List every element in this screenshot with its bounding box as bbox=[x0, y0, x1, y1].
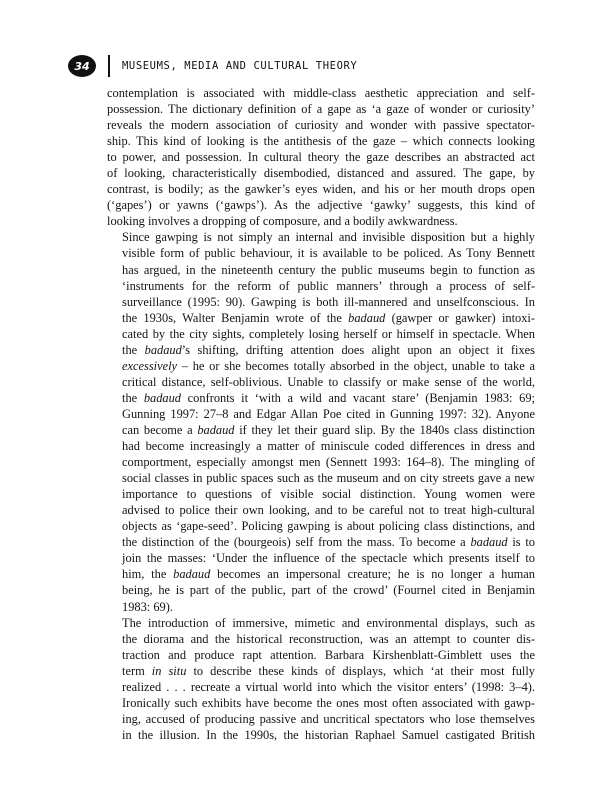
text-run: traction and produce rapt attention. Barbara Kirshenblatt-Gimblett uses the bbox=[122, 647, 535, 662]
text-line bbox=[107, 647, 535, 663]
text-line bbox=[107, 631, 535, 647]
text-line bbox=[107, 438, 535, 454]
text-run: to describe these kinds of displays, which ‘at their most fully bbox=[186, 663, 536, 678]
text-line bbox=[107, 165, 535, 181]
text-run: – he or she becomes totally absorbed in the object, unable to take a bbox=[177, 358, 535, 373]
text-run: had become increasingly a matter of miniscule coded differences in dress and bbox=[122, 439, 535, 454]
text-run: term bbox=[122, 663, 152, 678]
text-run: reveals the modern association of curiosity and wonder with passive spectator- bbox=[107, 118, 535, 133]
text-run: ship. This kind of looking is the antithesis of the gaze – which connects looking bbox=[107, 134, 535, 149]
text-line bbox=[107, 133, 535, 149]
italic-term: badaud bbox=[197, 422, 235, 437]
text-run: ’s shifting, drifting attention does alight upon an object it fixes bbox=[181, 342, 535, 357]
text-run: surveillance (1995: 90). Gawping is both ill-mannered and unselfconscious. In bbox=[122, 294, 535, 309]
text-run: The introduction of immersive, mimetic and environmental displays, such as bbox=[122, 615, 535, 630]
text-run: Ironically such exhibits have become the ones most often associated with gawp- bbox=[122, 695, 535, 710]
text-line bbox=[107, 197, 535, 213]
text-line bbox=[107, 390, 535, 406]
text-line bbox=[107, 486, 535, 502]
text-run: the bbox=[122, 390, 144, 405]
text-run: comportment, especially amongst men (Sennett 1993: 164–8). The mingling of bbox=[122, 455, 535, 470]
text-run: is to bbox=[507, 535, 535, 550]
text-line bbox=[107, 85, 535, 101]
text-run: the bbox=[122, 342, 145, 357]
text-line bbox=[107, 679, 535, 695]
text-run: Gunning 1997: 27–8 and Edgar Allan Poe cited in Gunning 1997: 32). Anyone bbox=[122, 406, 535, 421]
text-line bbox=[107, 374, 535, 390]
text-line bbox=[107, 502, 535, 518]
italic-term: in situ bbox=[151, 663, 187, 678]
text-run: Since gawping is not simply an internal and invisible disposition but a highly bbox=[122, 230, 535, 245]
text-line bbox=[107, 582, 535, 598]
italic-term: badaud bbox=[144, 342, 182, 357]
text-line bbox=[107, 599, 535, 615]
text-line bbox=[107, 262, 535, 278]
text-run: cated by the city sights, completely losing herself or himself in spectacle. When bbox=[122, 326, 535, 341]
text-line bbox=[107, 278, 535, 294]
text-run: has argued, in the nineteenth century the public museums begin to function as bbox=[122, 262, 535, 277]
text-line bbox=[107, 663, 535, 679]
paragraph bbox=[107, 85, 535, 229]
italic-term: badaud bbox=[143, 390, 181, 405]
body-text bbox=[107, 85, 535, 743]
text-run: the 1930s, Walter Benjamin wrote of the bbox=[122, 310, 349, 325]
text-run: if they let their guard slip. By the 1840s class distinction bbox=[234, 422, 535, 437]
text-line bbox=[107, 518, 535, 534]
text-run: objects as ‘gape-seed’. Policing gawping is about policing class distinctions, and bbox=[122, 519, 535, 534]
text-run: looking involves a dropping of composure, and a bodily awkwardness. bbox=[107, 214, 458, 229]
text-line bbox=[107, 149, 535, 165]
text-line bbox=[107, 310, 535, 326]
text-run: advised to police their own looking, and to be careful not to treat high-cultural bbox=[122, 503, 535, 518]
text-run: of looking, characteristically disembodied, distanced and assured. The gape, by bbox=[107, 166, 535, 181]
page-number: 34 bbox=[68, 55, 96, 77]
text-line bbox=[107, 358, 535, 374]
text-run: can become a bbox=[122, 422, 198, 437]
text-line bbox=[107, 342, 535, 358]
text-run: the diorama and the historical reconstruction, was an attempt to counter dis- bbox=[122, 631, 535, 646]
italic-term: badaud bbox=[173, 567, 211, 582]
text-line bbox=[107, 245, 535, 261]
running-title: MUSEUMS, MEDIA AND CULTURAL THEORY bbox=[122, 60, 358, 72]
paragraph bbox=[107, 615, 535, 743]
text-line bbox=[107, 695, 535, 711]
paragraph bbox=[107, 229, 535, 614]
text-line bbox=[107, 727, 535, 743]
text-line bbox=[107, 101, 535, 117]
text-line bbox=[107, 566, 535, 582]
text-line bbox=[107, 534, 535, 550]
text-line bbox=[107, 294, 535, 310]
text-run: becomes an impersonal creature; he is no longer a human bbox=[210, 567, 535, 582]
italic-term: badaud bbox=[348, 310, 386, 325]
text-run: confronts it ‘with a wild and vacant stare’ (Benjamin 1983: 69; bbox=[181, 390, 535, 405]
text-line bbox=[107, 454, 535, 470]
italic-term: badaud bbox=[470, 535, 508, 550]
text-line bbox=[107, 229, 535, 245]
text-run: to power, and possession. In cultural theory the gaze describes an abstracted act bbox=[107, 150, 535, 165]
text-run: ing, accused of producing passive and uncritical spectators who lose themselves bbox=[122, 711, 535, 726]
text-run: join the masses: ‘Under the influence of the spectacle which presents itself to bbox=[122, 551, 535, 566]
text-line bbox=[107, 117, 535, 133]
text-run: him, the bbox=[122, 567, 174, 582]
text-line bbox=[107, 711, 535, 727]
text-run: realized . . . recreate a virtual world into which the visitor enters’ (1998: 3–4). bbox=[122, 679, 535, 694]
text-run: importance to questions of visible social distinction. Young women were bbox=[122, 487, 535, 502]
text-line bbox=[107, 422, 535, 438]
text-run: ‘instruments for the reform of public manners’ through a process of self- bbox=[122, 278, 535, 293]
text-run: contrast, is bodily; as the gawker’s eyes widen, and his or her mouth drops open bbox=[107, 182, 535, 197]
text-run: the distinction of the (bourgeois) self from the mass. To become a bbox=[122, 535, 471, 550]
text-run: visible form of public behaviour, it is available to be policed. As Tony Bennett bbox=[122, 246, 535, 261]
text-run: critical distance, self-oblivious. Unable to classify or make sense of the world, bbox=[122, 374, 535, 389]
text-run: contemplation is associated with middle-class aesthetic appreciation and self- bbox=[107, 86, 535, 100]
text-line bbox=[107, 406, 535, 422]
text-line bbox=[107, 181, 535, 197]
text-run: being, he is part of the public, part of the crowd’ (Fournel cited in Benjamin bbox=[122, 583, 535, 598]
text-line bbox=[107, 550, 535, 566]
text-run: possession. The dictionary definition of a gape as ‘a gaze of wonder or curiosity’ bbox=[107, 102, 535, 117]
header-divider bbox=[108, 55, 110, 77]
italic-term: excessively bbox=[122, 358, 178, 373]
text-run: (gawper or gawker) intoxi- bbox=[385, 310, 535, 325]
text-line bbox=[107, 470, 535, 486]
text-line bbox=[107, 213, 535, 229]
text-run: 1983: 69). bbox=[122, 599, 173, 614]
running-header bbox=[68, 53, 357, 79]
text-run: social classes in public spaces such as the museum and on city streets gave a new bbox=[122, 471, 535, 486]
text-line bbox=[107, 326, 535, 342]
text-run: (‘gapes’) or yawns (‘gawps’). As the adjective ‘gawky’ suggests, this kind of bbox=[107, 198, 535, 213]
text-run: in the illusion. In the 1990s, the historian Raphael Samuel castigated British bbox=[122, 727, 535, 742]
text-line bbox=[107, 615, 535, 631]
